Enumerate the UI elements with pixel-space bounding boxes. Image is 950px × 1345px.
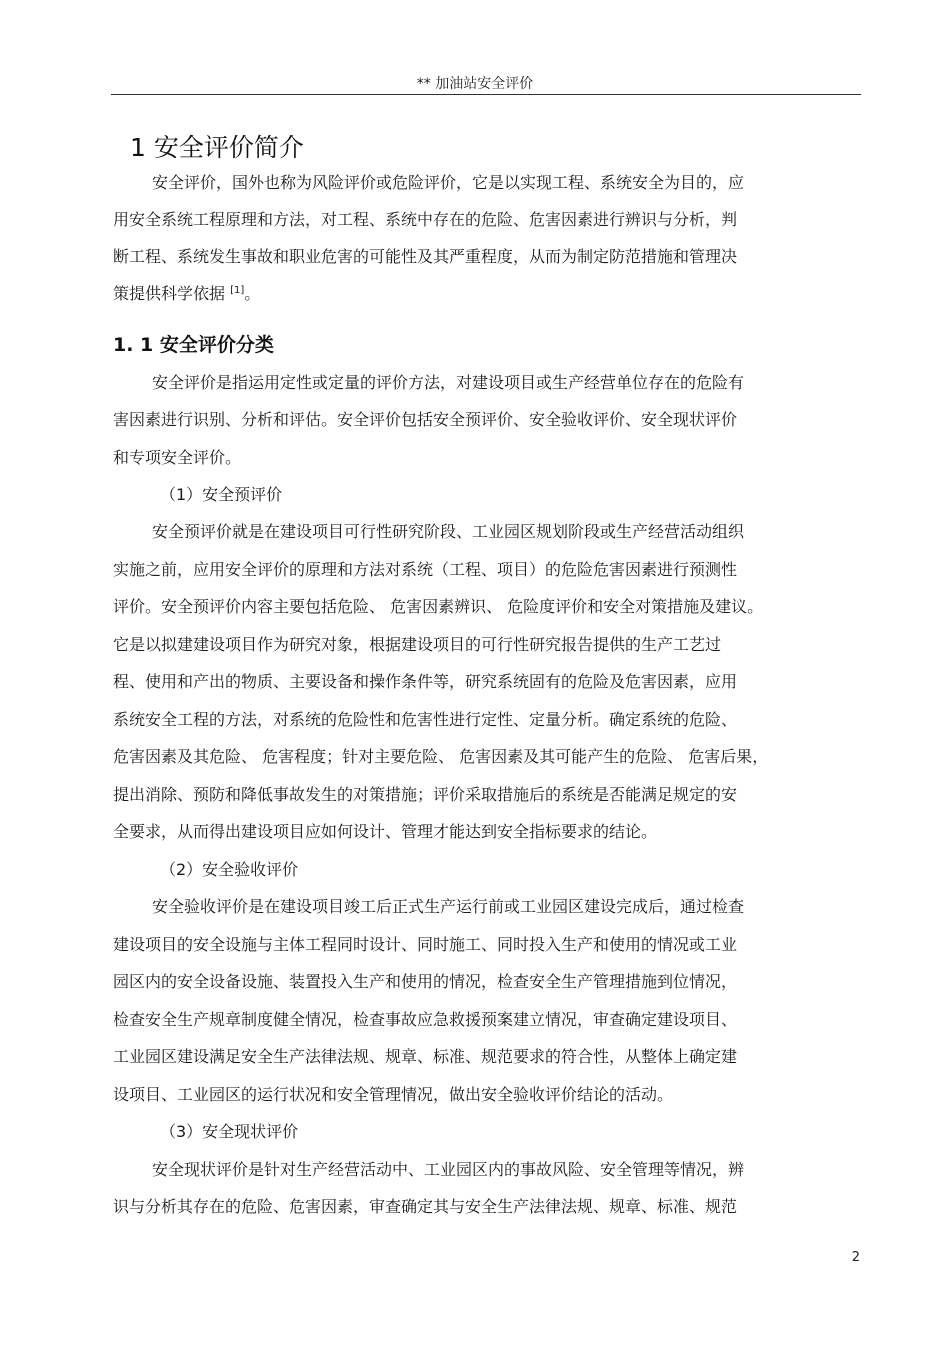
status-eval-heading: （3）安全现状评价	[160, 1122, 299, 1141]
paragraph-line: 断工程、系统发生事故和职业危害的可能性及其严重程度，从而为制定防范措施和管理决	[113, 247, 738, 266]
header-divider	[111, 94, 861, 95]
acceptance-eval-heading: （2）安全验收评价	[160, 860, 299, 879]
paragraph-line: 建设项目的安全设施与主体工程同时设计、同时施工、同时投入生产和使用的情况或工业	[113, 935, 738, 954]
paragraph-line: 检查安全生产规章制度健全情况，检查事故应急救援预案建立情况，审查确定建设项目、	[113, 1010, 738, 1029]
paragraph-line: 安全评价，国外也称为风险评价或危险评价，它是以实现工程、系统安全为目的，应	[152, 173, 745, 192]
paragraph-line: 程、使用和产出的物质、主要设备和操作条件等，研究系统固有的危险及危害因素，应用	[113, 672, 738, 691]
paragraph-line: 用安全系统工程原理和方法，对工程、系统中存在的危险、危害因素进行辨识与分析，判	[113, 210, 738, 229]
paragraph-text: 策提供科学依据	[113, 284, 231, 303]
paragraph-line: 安全现状评价是针对生产经营活动中、工业园区内的事故风险、安全管理等情况，辨	[152, 1160, 745, 1179]
paragraph-line: 评价。安全预评价内容主要包括危险、 危害因素辨识、 危险度评价和安全对策措施及建议。	[113, 597, 764, 616]
page-number: 2	[851, 1250, 860, 1265]
paragraph-line: 设项目、工业园区的运行状况和安全管理情况，做出安全验收评价结论的活动。	[113, 1085, 674, 1104]
paragraph-line: 实施之前，应用安全评价的原理和方法对系统（工程、项目）的危险危害因素进行预测性	[113, 560, 738, 579]
paragraph-line: 安全评价是指运用定性或定量的评价方法，对建设项目或生产经营单位存在的危险有	[152, 373, 745, 392]
paragraph-line: 园区内的安全设备设施、装置投入生产和使用的情况，检查安全生产管理措施到位情况，	[113, 972, 738, 991]
paragraph-line: 系统安全工程的方法，对系统的危险性和危害性进行定性、定量分析。确定系统的危险、	[113, 710, 738, 729]
paragraph-line: 它是以拟建建设项目作为研究对象，根据建设项目的可行性研究报告提供的生产工艺过	[113, 635, 722, 654]
section-1-heading: 1 安全评价简介	[130, 133, 304, 162]
paragraph-line: 和专项安全评价。	[113, 448, 242, 467]
paragraph-line: 识与分析其存在的危险、危害因素，审查确定其与安全生产法律法规、规章、标准、规范	[113, 1197, 738, 1216]
sentence-end: 。	[244, 284, 261, 303]
paragraph-line: 全要求，从而得出建设项目应如何设计、管理才能达到安全指标要求的结论。	[113, 822, 658, 841]
pre-eval-heading: （1）安全预评价	[160, 485, 283, 504]
section-1-1-heading: 1. 1 安全评价分类	[113, 334, 274, 356]
citation-ref[interactable]: [1]	[230, 285, 245, 296]
paragraph-line: 工业园区建设满足安全生产法律法规、规章、标准、规范要求的符合性，从整体上确定建	[113, 1047, 738, 1066]
paragraph-line: 危害因素及其危险、 危害程度；针对主要危险、 危害因素及其可能产生的危险、 危害后果，	[113, 747, 769, 766]
paragraph-line: 安全验收评价是在建设项目竣工后正式生产运行前或工业园区建设完成后，通过检查	[152, 897, 745, 916]
paragraph-line-last	[113, 284, 260, 304]
paragraph-line: 安全预评价就是在建设项目可行性研究阶段、工业园区规划阶段或生产经营活动组织	[152, 522, 745, 541]
running-header: ** 加油站安全评价	[416, 76, 534, 92]
paragraph-line: 提出消除、预防和降低事故发生的对策措施；评价采取措施后的系统是否能满足规定的安	[113, 785, 738, 804]
paragraph-line: 害因素进行识别、分析和评估。安全评价包括安全预评价、安全验收评价、安全现状评价	[113, 410, 738, 429]
